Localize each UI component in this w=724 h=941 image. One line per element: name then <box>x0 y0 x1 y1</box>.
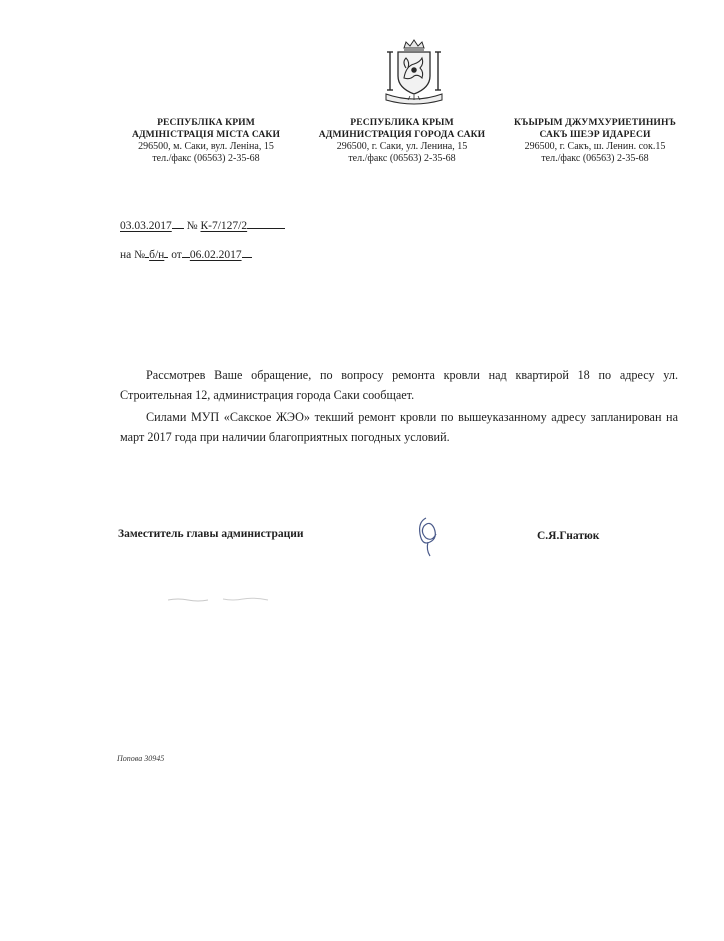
header-ru-phone: тел./факс (06563) 2-35-68 <box>348 153 456 164</box>
header-ct-line1: КЪЫРЫМ ДЖУМХУРИЕТИНИНЪ <box>514 117 676 128</box>
body-paragraph-1: Рассмотрев Ваше обращение, по вопросу ремонта кровли над квартирой 18 по адресу ул. Строительная 12, администрация города Саки сообщает. <box>120 368 678 402</box>
number-label: № <box>186 220 198 232</box>
letter-body <box>120 365 678 449</box>
crown-icon <box>404 40 424 50</box>
header-ct-line2: САКЪ ШЕЭР ИДАРЕСИ <box>539 129 651 140</box>
header-ru-line1: РЕСПУБЛИКА КРЫМ <box>350 117 454 128</box>
outgoing-reference <box>120 217 285 232</box>
header-ukrainian <box>118 117 294 165</box>
header-ct-address: 296500, г. Сакъ, ш. Ленин. сок.15 <box>524 141 666 152</box>
handwritten-signature-icon <box>414 512 444 560</box>
crimea-coat-of-arms-icon <box>384 38 444 106</box>
document-number: К-7/127/2 <box>200 220 248 232</box>
header-ua-line1: РЕСПУБЛІКА КРИМ <box>157 117 255 128</box>
header-ru-line2: АДМИНИСТРАЦИЯ ГОРОДА САКИ <box>318 129 486 140</box>
header-ua-phone: тел./факс (06563) 2-35-68 <box>152 153 260 164</box>
header-ua-line2: АДМІНІСТРАЦІЯ МІСТА САКИ <box>131 129 281 140</box>
header-ua-address: 296500, м. Саки, вул. Леніна, 15 <box>138 141 274 152</box>
document-date: 03.03.2017 <box>120 220 172 232</box>
signatory-position: Заместитель главы администрации <box>118 528 304 540</box>
header-ct-phone: тел./факс (06563) 2-35-68 <box>541 153 649 164</box>
header-ru-address: 296500, г. Саки, ул. Ленина, 15 <box>336 141 468 152</box>
executor-note: Попова 30945 <box>117 754 165 763</box>
shield-icon <box>398 52 430 94</box>
reply-number: б/н <box>149 249 165 261</box>
reply-date: 06.02.2017 <box>189 249 242 261</box>
body-paragraph-2: Силами МУП «Сакское ЖЭО» текший ремонт кровли по вышеуказанному адресу запланирован на март 2017 года при наличии благоприятных погодных условий. <box>120 410 678 444</box>
incoming-reference <box>120 246 252 261</box>
from-label: от <box>171 249 182 261</box>
reply-label: на № <box>120 249 146 261</box>
scan-smudge <box>168 596 278 604</box>
header-crimean-tatar <box>504 117 686 165</box>
signatory-name: С.Я.Гнатюк <box>537 530 600 542</box>
header-russian <box>308 117 496 165</box>
